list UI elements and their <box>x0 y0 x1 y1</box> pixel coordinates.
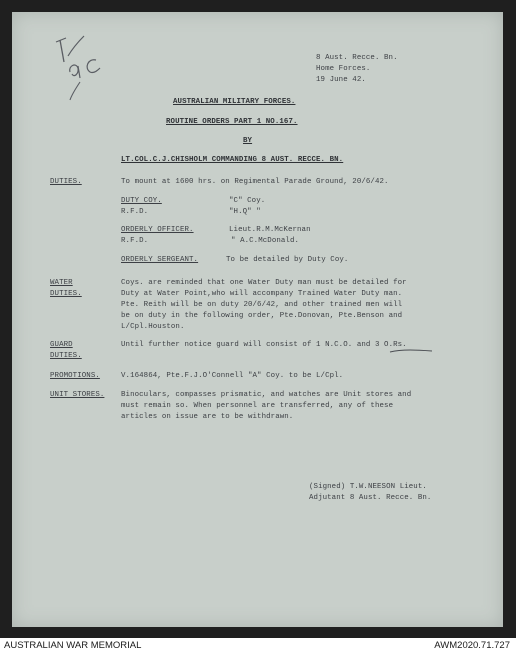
unit-stores-line-2: must remain so. When personnel are transferred, any of these <box>121 402 394 410</box>
orderly-sergeant-label: ORDERLY SERGEANT. <box>121 256 199 264</box>
duties-label: DUTIES. <box>50 178 82 186</box>
water-line-1: Coys. are reminded that one Water Duty man must be detailed for <box>121 279 407 287</box>
handwritten-annotation <box>50 32 110 102</box>
title-line1: AUSTRALIAN MILITARY FORCES. <box>173 98 296 106</box>
guard-text: Until further notice guard will consist of 1 N.C.O. and 3 O.Rs. <box>121 341 407 349</box>
rfd-label-2: R.F.D. <box>121 237 149 245</box>
footer-source: AUSTRALIAN WAR MEMORIAL <box>4 640 142 651</box>
duty-coy-value: "C" Coy. <box>229 197 266 205</box>
orderly-officer-label: ORDERLY OFFICER. <box>121 226 194 234</box>
water-line-2: Duty at Water Point,who will accompany Trained Water Duty man. <box>121 290 403 298</box>
promotions-text: V.164864, Pte.F.J.O'Connell "A" Coy. to be L/Cpl. <box>121 372 344 380</box>
unit-stores-line-1: Binoculars, compasses prismatic, and watches are Unit stores and <box>121 391 412 399</box>
footer-accession: AWM2020.71.727 <box>434 640 510 651</box>
rfd-value-1: "H.Q" " <box>229 208 261 216</box>
orderly-sergeant-value: To be detailed by Duty Coy. <box>226 256 349 264</box>
rfd-label-1: R.F.D. <box>121 208 149 216</box>
footer-bar <box>0 638 516 653</box>
unit-stores-line-3: articles on issue are to be withdrawn. <box>121 413 294 421</box>
water-label-2: DUTIES. <box>50 290 82 298</box>
unit-stores-label: UNIT STORES. <box>50 391 105 399</box>
signature-line1: (Signed) T.W.NEESON Lieut. <box>309 483 427 491</box>
header-unit: 8 Aust. Recce. Bn. <box>316 54 398 62</box>
guard-label-1: GUARD <box>50 341 73 349</box>
title-line2: ROUTINE ORDERS PART 1 NO.167. <box>166 118 298 126</box>
header-force: Home Forces. <box>316 65 371 73</box>
promotions-label: PROMOTIONS. <box>50 372 100 380</box>
guard-label-2: DUTIES. <box>50 352 82 360</box>
water-label-1: WATER <box>50 279 73 287</box>
water-line-4: be on duty in the following order, Pte.Donovan, Pte.Benson and <box>121 312 403 320</box>
title-line3: BY <box>243 137 253 145</box>
duty-coy-label: DUTY COY. <box>121 197 162 205</box>
duties-text: To mount at 1600 hrs. on Regimental Parade Ground, 20/6/42. <box>121 178 389 186</box>
header-date: 19 June 42. <box>316 76 366 84</box>
rfd-value-2: " A.C.McDonald. <box>231 237 300 245</box>
orderly-officer-value: Lieut.R.M.McKernan <box>229 226 311 234</box>
signature-line2: Adjutant 8 Aust. Recce. Bn. <box>309 494 432 502</box>
water-line-5: L/Cpl.Houston. <box>121 323 185 331</box>
handwritten-underline <box>388 348 434 354</box>
water-line-3: Pte. Reith will be on duty 20/6/42, and other trained men will <box>121 301 403 309</box>
title-line4: LT.COL.C.J.CHISHOLM COMMANDING 8 AUST. RECCE. BN. <box>121 156 344 164</box>
